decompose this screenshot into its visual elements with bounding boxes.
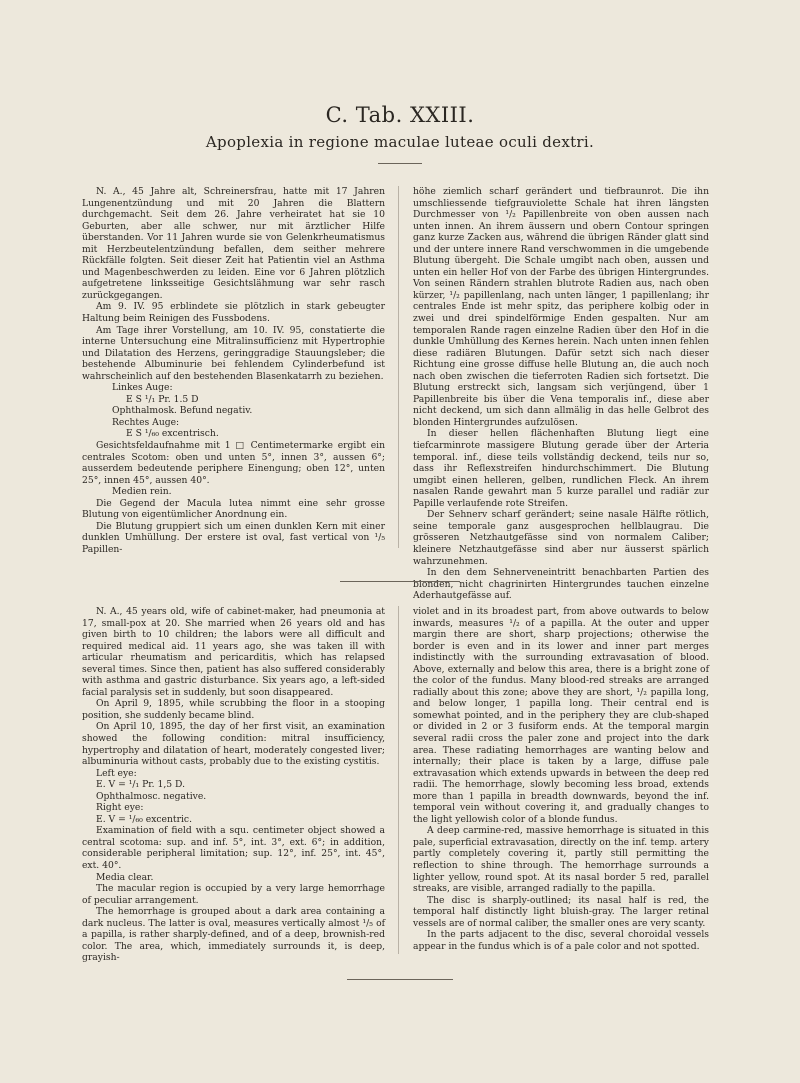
paragraph: höhe ziemlich scharf gerändert und tiefbraunrot. Die ihn umschliessende tiefgrauviolette Schale hat ihren längsten Durchmesser von ¹/₂ Papillenbreite von oben aussen nach unten innen. An ihrem äussern und obern Contour springen ganz kurze Zacken aus, während die übrigen Ränder glatt sind und der untere innere Rand verschwommen in die umgebende Blutung übergeht. Die Schale umgibt nach oben, aussen und unten ein heller Hof von der Farbe des übrigen Hintergrundes. Von seinen Rändern strahlen blutrote Radien aus, nach oben kürzer, ¹/₂ papillenlang, nach unten länger, 1 papillenlang; ihr centrales Ende ist mehr spitz, das periphere kolbig oder in zwei und drei spindelförmige Enden gespalten. Nur am temporalen Rande ragen einzelne Radien über den Hof in die dunkle Umhüllung des Kernes herein. Nach unten innen fehlen diese radiären Blutungen. Dafür setzt sich nach dieser Richtung eine grosse diffuse helle Blutung an, die auch noch nach oben zwischen die tieferroten Radien sich fortsetzt. Die Blutung erstreckt sich, langsam sich verjüngend, über 1 Papillenbreite bis über die Vena temporalis inf., diese aber nicht deckend, um sich dann allmälig in das helle Gelbrot des blonden Hintergrundes aufzulösen. (413, 186, 709, 428)
paragraph: In dieser hellen flächenhaften Blutung liegt eine tiefcarminrote massigere Blutung gerade über der Arteria temporal. inf., diese teils vollständig deckend, teils nur so, dass ihr Reflexstreifen hindurchschimmert. Die Blutung umgibt einen helleren, gelben, rundlichen Fleck. An ihrem nasalen Rande gewahrt man 5 kurze parallel und radiär zur Papille verlaufende rote Streifen. (413, 428, 709, 509)
paragraph: Am Tage ihrer Vorstellung, am 10. IV. 95, constatierte die interne Untersuchung eine Mitralinsufficienz mit Hypertrophie und Dilatation des Herzens, geringgradige Stauungsleber; die bestehende Albuminurie bei fehlendem Cylinderbefund ist wahrscheinlich auf den bestehenden Blasenkatarrh zu beziehen. (82, 324, 385, 382)
paragraph: Left eye: (96, 767, 137, 779)
paragraph: On April 10, 1895, the day of her first visit, an examination showed the following condition: mitral insufficiency, hypertrophy and dilatation of heart, moderately congested liver; albuminuria without casts, probably due to the existing cystitis. (82, 721, 385, 768)
paragraph: N. A., 45 years old, wife of cabinet-maker, had pneumonia at 17, small-pox at 20. She married when 26 years old and has given birth to 10 children; the labors were all difficult and required medical aid. 11 years ago, she was taken ill with articular rheumatism and pericarditis, which has relapsed several times. Since then, patient has also suffered considerably with asthma and gastric disturbance. Six years ago, a left-sided facial paralysis set in suddenly, but soon disappeared. (82, 606, 385, 698)
paragraph: Rechtes Auge: (112, 416, 180, 428)
paragraph: E. V = ¹/₆₀ excentric. (96, 813, 192, 825)
paragraph: A deep carmine-red, massive hemorrhage is situated in this pale, superficial extravasation, directly on the inf. temp. artery partly completely covering it, partly still permitting the reflection to shine through. The hemorrhage surrounds a lighter yellow, round spot. At its nasal border 5 red, parallel streaks, are visible, arranged radially to the papilla. (413, 825, 709, 895)
german-text-left-column (82, 186, 385, 556)
paragraph: The disc is sharply-outlined; its nasal half is red, the temporal half distinctly light bluish-gray. The larger retinal vessels are of normal caliber, the smaller ones are very scanty. (413, 894, 709, 929)
german-text-right-column (413, 186, 709, 602)
paragraph: Am 9. IV. 95 erblindete sie plötzlich in stark gebeugter Haltung beim Reinigen des Fussbodens. (82, 301, 385, 325)
paragraph: E S ¹/₆₀ excentrisch. (126, 428, 219, 440)
paragraph: violet and in its broadest part, from above outwards to below inwards, measures ¹/₂ of a papilla. At the outer and upper margin there are short, sharp projections; otherwise the border is even and in its lower and inner part merges indistinctly with the surrounding extravasation of blood. Above, externally and below this area, there is a bright zone of the color of the fundus. Many blood-red streaks are arranged radially about this zone; above they are short, ¹/₂ papilla long, and below longer, 1 papilla long. Their central end is somewhat pointed, and in the periphery they are club-shaped or divided in 2 or 3 fusiform ends. At the temporal margin several radii cross the paler zone and project into the dark area. These radiating hemorrhages are wanting below and internally; their place is taken by a large, diffuse pale extravasation which extends upwards in between the deep red radii. The hemorrhage, slowly becoming less broad, extends more than 1 papilla in breadth downwards, beyond the inf. temporal vein without covering it, and gradually changes to the light yellowish color of a blonde fundus. (413, 606, 709, 825)
paragraph: Die Gegend der Macula lutea nimmt eine sehr grosse Blutung von eigentümlicher Anordnung ein. (82, 497, 385, 521)
paragraph: Media clear. (96, 871, 154, 883)
paragraph: The hemorrhage is grouped about a dark area containing a dark nucleus. The latter is oval, measures vertically almost ¹/₅ of a papilla, is rather sharply-defined, and of a deep, brownish-red color. The area, which, immediately surrounds it, is deep, grayish- (82, 906, 385, 964)
column-divider-bottom (398, 606, 399, 954)
paragraph: N. A., 45 Jahre alt, Schreinersfrau, hatte mit 17 Jahren Lungenentzündung und mit 20 Jahren die Blattern durchgemacht. Seit dem 26. Jahre verheiratet hat sie 10 Geburten, aber alle schwer, nur mit ärztlicher Hilfe überstanden. Vor 11 Jahren wurde sie von Gelenkrheumatismus mit Herzbeutelentzündung befallen, dem seither mehrere Rückfälle folgten. Seit dieser Zeit hat Patientin viel an Asthma und Magenbeschwerden zu leiden. Eine vor 6 Jahren plötzlich aufgetretene linksseitige Gesichtslähmung war sehr rasch zurückgegangen. (82, 186, 385, 301)
paragraph: Examination of field with a squ. centimeter object showed a central scotoma: sup. and inf. 5°, int. 3°, ext. 6°; in addition, considerable peripheral limitation; sup. 12°, inf. 25°, int. 45°, ext. 40°. (82, 825, 385, 872)
paragraph: On April 9, 1895, while scrubbing the floor in a stooping position, she suddenly became blind. (82, 698, 385, 721)
section-rule (340, 581, 460, 582)
english-text-left-column (82, 606, 385, 964)
plate-title: C. Tab. XXIII. (325, 103, 475, 127)
paragraph: Gesichtsfeldaufnahme mit 1 □ Centimetermarke ergibt ein centrales Scotom: oben und unten 5°, innen 3°, aussen 6°; ausserdem bedeutende periphere Einengung; oben 12°, unten 25°, innen 45°, aussen 40°. (82, 440, 385, 486)
paragraph: Der Sehnerv scharf gerändert; seine nasale Hälfte rötlich, seine temporale ganz ausgesprochen hellblaugrau. Die grösseren Netzhautgefässe sind von normalem Caliber; kleinere Netzhautgefässe sind aber nur äusserst spärlich wahrzunehmen. (413, 509, 709, 567)
paragraph: Medien rein. (112, 486, 172, 498)
title-rule (378, 163, 422, 164)
english-text-right-column (413, 606, 709, 952)
paragraph: Right eye: (96, 802, 144, 814)
paragraph: Linkes Auge: (112, 382, 173, 394)
paragraph: Die Blutung gruppiert sich um einen dunklen Kern mit einer dunklen Umhüllung. Der erstere ist oval, fast vertical von ¹/₅ Papillen- (82, 520, 385, 555)
plate-subtitle: Apoplexia in regione maculae luteae oculi dextri. (205, 133, 595, 151)
paragraph: In den dem Sehnerveneintritt benachbarten Partien des blonden, nicht chagrinirten Hintergrundes tauchen einzelne Aderhautgefässe auf. (413, 567, 709, 602)
paragraph: E. V = ¹/₁ Pr. 1,5 D. (96, 779, 185, 791)
paragraph: In the parts adjacent to the disc, several choroidal vessels appear in the fundus which is of a pale color and not spotted. (413, 929, 709, 952)
column-divider-top (398, 186, 399, 548)
paragraph: Ophthalmosc. negative. (96, 790, 207, 802)
footer-rule (347, 979, 453, 980)
paragraph: E S ¹/₁ Pr. 1.5 D (126, 393, 199, 405)
paragraph: The macular region is occupied by a very large hemorrhage of peculiar arrangement. (82, 883, 385, 906)
paragraph: Ophthalmosk. Befund negativ. (112, 405, 253, 417)
